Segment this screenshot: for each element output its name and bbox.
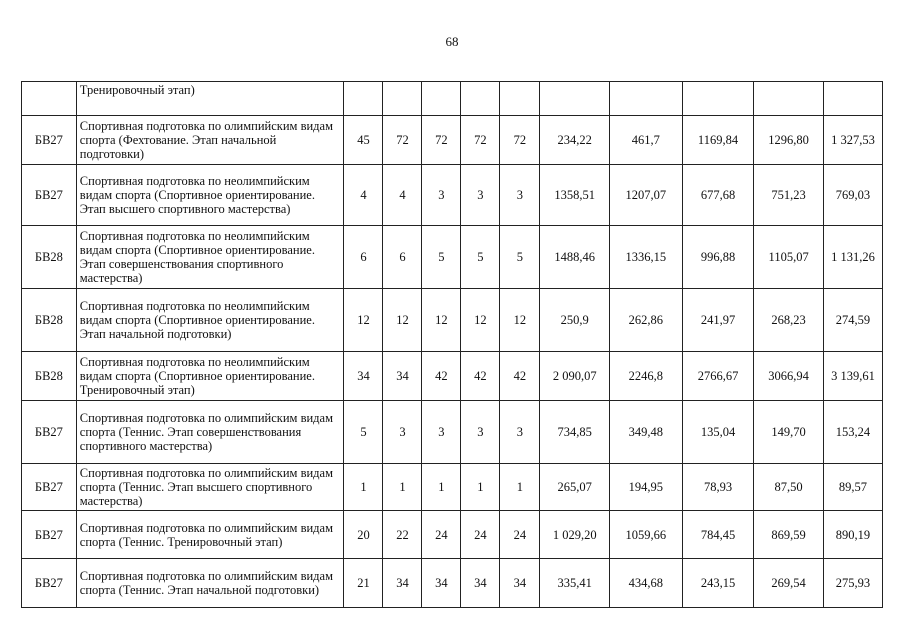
service-description-cell: Тренировочный этап) — [76, 82, 344, 116]
service-description-cell: Спортивная подготовка по неолимпийским видам спорта (Спортивное ориентирование. Тренировочный этап) — [76, 352, 344, 401]
value-cell: 24 — [422, 511, 461, 559]
service-description-cell: Спортивная подготовка по олимпийским видам спорта (Теннис. Этап совершенствования спортивного мастерства) — [76, 401, 344, 464]
value-cell: 12 — [383, 289, 422, 352]
value-cell: 1 — [422, 464, 461, 511]
value-cell: 268,23 — [754, 289, 824, 352]
value-cell: 20 — [344, 511, 383, 559]
value-cell: 34 — [383, 352, 422, 401]
value-cell — [344, 82, 383, 116]
value-cell: 21 — [344, 559, 383, 608]
value-cell: 24 — [500, 511, 540, 559]
table-row — [22, 511, 883, 559]
value-cell: 5 — [344, 401, 383, 464]
value-cell: 2246,8 — [609, 352, 682, 401]
value-cell: 461,7 — [609, 116, 682, 165]
value-cell: 1 — [461, 464, 500, 511]
value-cell: 434,68 — [609, 559, 682, 608]
service-description-cell: Спортивная подготовка по неолимпийским видам спорта (Спортивное ориентирование. Этап высшего спортивного мастерства) — [76, 165, 344, 226]
value-cell: 12 — [461, 289, 500, 352]
value-cell: 34 — [461, 559, 500, 608]
value-cell: 3 — [422, 401, 461, 464]
value-cell: 3 — [500, 165, 540, 226]
value-cell: 34 — [422, 559, 461, 608]
value-cell: 194,95 — [609, 464, 682, 511]
value-cell: 6 — [344, 226, 383, 289]
value-cell: 335,41 — [540, 559, 610, 608]
service-code-cell: БВ28 — [22, 226, 77, 289]
table-row — [22, 116, 883, 165]
service-code-cell: БВ27 — [22, 464, 77, 511]
table-row — [22, 82, 883, 116]
value-cell: 5 — [500, 226, 540, 289]
table-row — [22, 401, 883, 464]
service-code-cell: БВ27 — [22, 116, 77, 165]
value-cell: 72 — [461, 116, 500, 165]
value-cell: 3 — [422, 165, 461, 226]
value-cell: 1358,51 — [540, 165, 610, 226]
value-cell: 243,15 — [682, 559, 754, 608]
value-cell — [540, 82, 610, 116]
value-cell: 1 327,53 — [823, 116, 882, 165]
value-cell — [422, 82, 461, 116]
value-cell: 89,57 — [823, 464, 882, 511]
value-cell: 22 — [383, 511, 422, 559]
value-cell: 1 131,26 — [823, 226, 882, 289]
value-cell: 4 — [383, 165, 422, 226]
value-cell: 769,03 — [823, 165, 882, 226]
table-row — [22, 352, 883, 401]
page-number: 68 — [445, 34, 459, 49]
service-code-cell: БВ27 — [22, 165, 77, 226]
value-cell: 12 — [422, 289, 461, 352]
value-cell: 87,50 — [754, 464, 824, 511]
value-cell: 153,24 — [823, 401, 882, 464]
table-row — [22, 289, 883, 352]
table-row — [22, 559, 883, 608]
value-cell: 12 — [500, 289, 540, 352]
value-cell: 3 — [500, 401, 540, 464]
table-row — [22, 464, 883, 511]
service-code-cell: БВ27 — [22, 511, 77, 559]
value-cell: 72 — [422, 116, 461, 165]
value-cell: 3066,94 — [754, 352, 824, 401]
value-cell: 4 — [344, 165, 383, 226]
service-code-cell: БВ27 — [22, 559, 77, 608]
service-code-cell: БВ28 — [22, 352, 77, 401]
value-cell: 241,97 — [682, 289, 754, 352]
value-cell: 269,54 — [754, 559, 824, 608]
value-cell: 275,93 — [823, 559, 882, 608]
value-cell: 265,07 — [540, 464, 610, 511]
value-cell: 250,9 — [540, 289, 610, 352]
service-description-cell: Спортивная подготовка по неолимпийским видам спорта (Спортивное ориентирование. Этап совершенствования спортивного мастерства) — [76, 226, 344, 289]
value-cell: 349,48 — [609, 401, 682, 464]
value-cell: 24 — [461, 511, 500, 559]
value-cell: 42 — [422, 352, 461, 401]
value-cell: 734,85 — [540, 401, 610, 464]
value-cell: 677,68 — [682, 165, 754, 226]
service-code-cell — [22, 82, 77, 116]
data-table — [21, 81, 883, 608]
value-cell: 1296,80 — [754, 116, 824, 165]
value-cell: 6 — [383, 226, 422, 289]
value-cell: 3 139,61 — [823, 352, 882, 401]
service-description-cell: Спортивная подготовка по олимпийским видам спорта (Теннис. Этап начальной подготовки) — [76, 559, 344, 608]
value-cell: 42 — [500, 352, 540, 401]
value-cell: 2 090,07 — [540, 352, 610, 401]
value-cell: 34 — [383, 559, 422, 608]
table-row — [22, 165, 883, 226]
value-cell: 78,93 — [682, 464, 754, 511]
value-cell: 1 — [500, 464, 540, 511]
value-cell: 1 029,20 — [540, 511, 610, 559]
value-cell: 1 — [344, 464, 383, 511]
service-description-cell: Спортивная подготовка по олимпийским видам спорта (Теннис. Тренировочный этап) — [76, 511, 344, 559]
value-cell: 1488,46 — [540, 226, 610, 289]
value-cell: 45 — [344, 116, 383, 165]
value-cell: 262,86 — [609, 289, 682, 352]
value-cell — [500, 82, 540, 116]
value-cell: 12 — [344, 289, 383, 352]
value-cell — [461, 82, 500, 116]
value-cell: 1169,84 — [682, 116, 754, 165]
value-cell: 34 — [344, 352, 383, 401]
value-cell: 1207,07 — [609, 165, 682, 226]
value-cell — [609, 82, 682, 116]
value-cell: 890,19 — [823, 511, 882, 559]
value-cell: 149,70 — [754, 401, 824, 464]
value-cell: 1105,07 — [754, 226, 824, 289]
value-cell — [682, 82, 754, 116]
value-cell — [823, 82, 882, 116]
value-cell: 3 — [461, 165, 500, 226]
value-cell: 5 — [461, 226, 500, 289]
service-description-cell: Спортивная подготовка по олимпийским видам спорта (Теннис. Этап высшего спортивного мастерства) — [76, 464, 344, 511]
value-cell — [383, 82, 422, 116]
value-cell: 2766,67 — [682, 352, 754, 401]
value-cell: 274,59 — [823, 289, 882, 352]
value-cell: 234,22 — [540, 116, 610, 165]
value-cell: 784,45 — [682, 511, 754, 559]
value-cell: 135,04 — [682, 401, 754, 464]
value-cell: 1059,66 — [609, 511, 682, 559]
value-cell: 869,59 — [754, 511, 824, 559]
value-cell: 72 — [500, 116, 540, 165]
value-cell: 3 — [383, 401, 422, 464]
value-cell: 5 — [422, 226, 461, 289]
service-code-cell: БВ27 — [22, 401, 77, 464]
value-cell: 42 — [461, 352, 500, 401]
table-row — [22, 226, 883, 289]
service-code-cell: БВ28 — [22, 289, 77, 352]
value-cell — [754, 82, 824, 116]
value-cell: 34 — [500, 559, 540, 608]
service-description-cell: Спортивная подготовка по неолимпийским видам спорта (Спортивное ориентирование. Этап начальной подготовки) — [76, 289, 344, 352]
value-cell: 1 — [383, 464, 422, 511]
value-cell: 3 — [461, 401, 500, 464]
value-cell: 751,23 — [754, 165, 824, 226]
service-description-cell: Спортивная подготовка по олимпийским видам спорта (Фехтование. Этап начальной подготовки) — [76, 116, 344, 165]
value-cell: 1336,15 — [609, 226, 682, 289]
value-cell: 72 — [383, 116, 422, 165]
value-cell: 996,88 — [682, 226, 754, 289]
